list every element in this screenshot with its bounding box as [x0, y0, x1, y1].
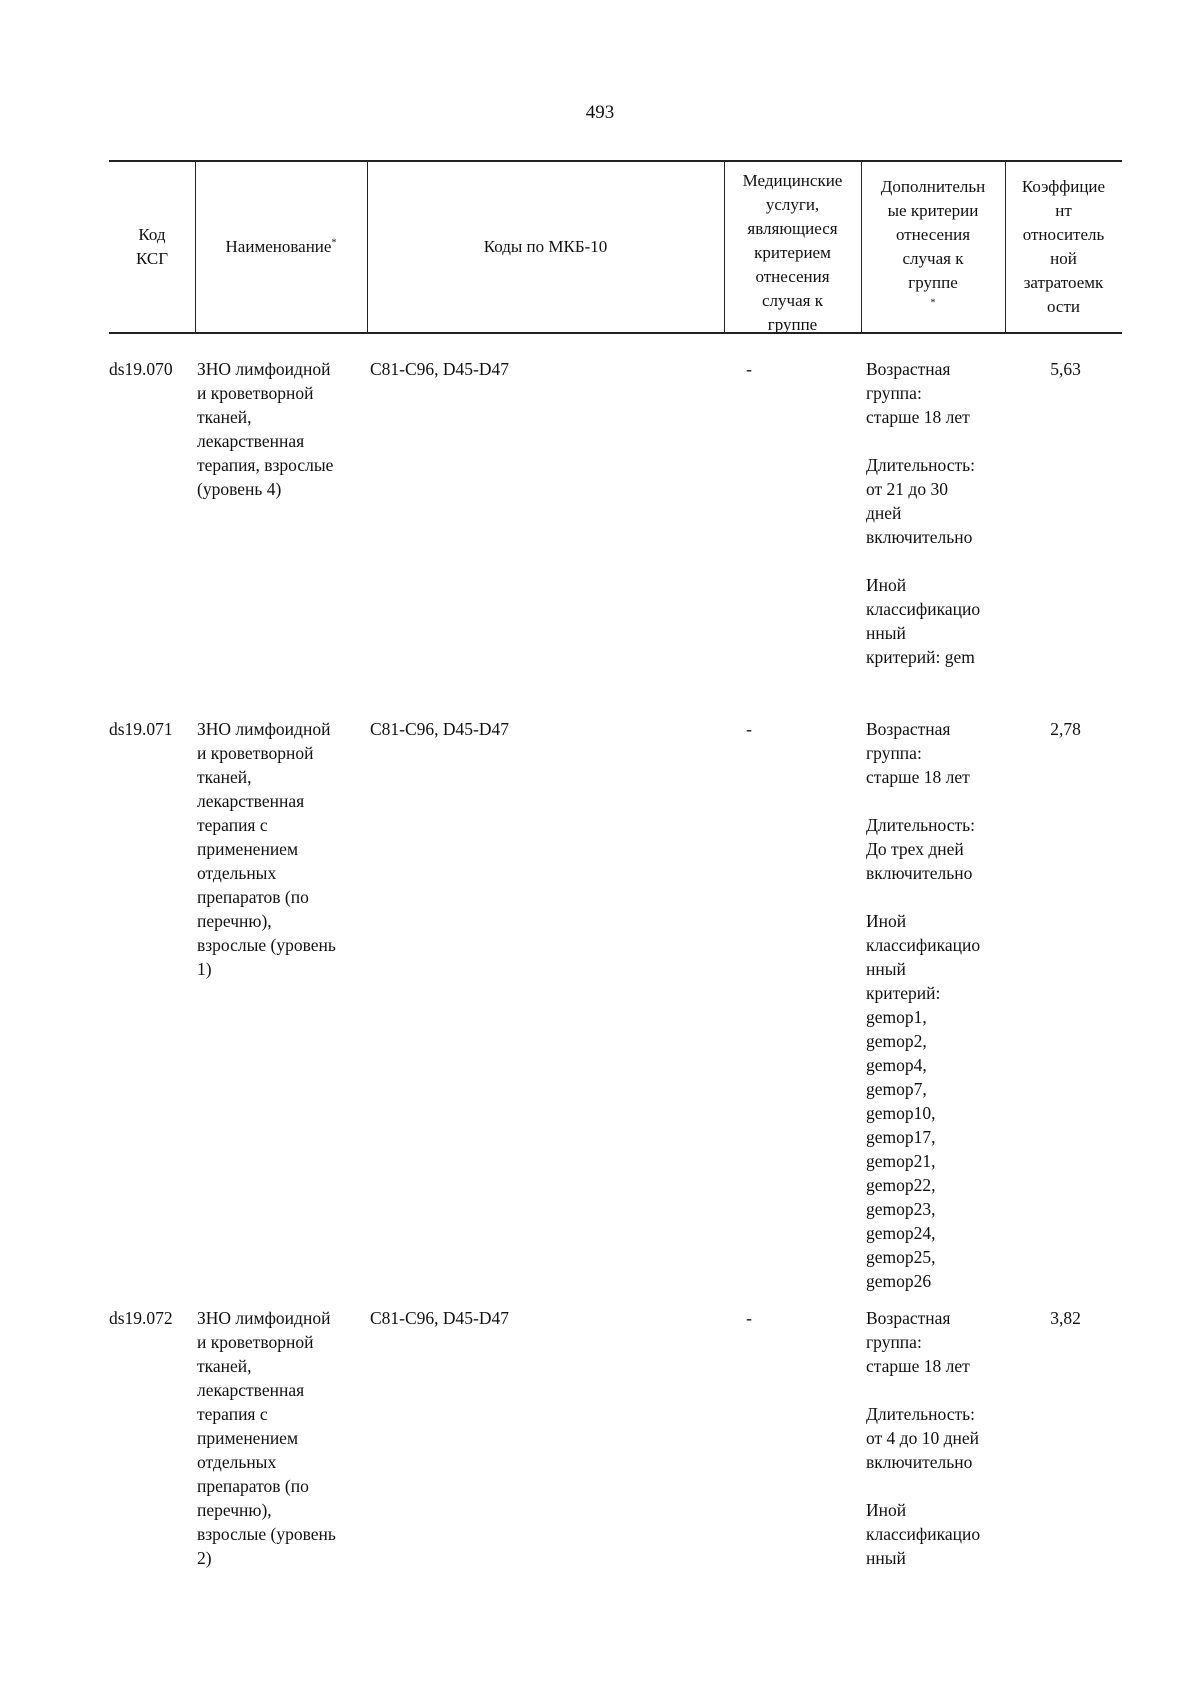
header-coef: Коэффицие нт относитель ной затратоемк ости — [1021, 177, 1106, 316]
ksg-code: ds19.070 — [109, 359, 173, 379]
medical-services: - — [746, 1308, 752, 1328]
header-name: Наименование* — [225, 237, 337, 256]
page-number: 493 — [585, 102, 615, 123]
criteria-other: Иной классификацио нный критерий: gemop1, gemop2, gemop4, gemop7, gemop10, gemop17, gemop21, gemop22, gemop23, gemop24, gemop25, gemop26 — [866, 911, 981, 1291]
ksg-code: ds19.071 — [109, 719, 173, 739]
cost-coefficient: 2,78 — [1050, 719, 1081, 739]
additional-criteria — [866, 717, 1006, 1293]
criteria-duration: Длительность: До трех дней включительно — [866, 815, 975, 883]
criteria-duration: Длительность: от 4 до 10 дней включительно — [866, 1404, 979, 1472]
criteria-other: Иной классификацио нный критерий: gem — [866, 575, 981, 667]
header-mkb: Коды по МКБ-10 — [483, 237, 608, 256]
cost-coefficient: 3,82 — [1050, 1308, 1081, 1328]
additional-criteria — [866, 357, 1006, 669]
table-header — [109, 160, 1122, 334]
mkb-codes: C81-C96, D45-D47 — [370, 719, 510, 739]
ksg-name: ЗНО лимфоидной и кроветворной тканей, лекарственная терапия с применением отдельных препаратов (по перечню), взрослые (уровень 1) — [197, 719, 336, 979]
additional-criteria — [866, 1306, 1006, 1570]
criteria-age: Возрастная группа: старше 18 лет — [866, 359, 970, 427]
ksg-code: ds19.072 — [109, 1308, 173, 1328]
header-services: Медицинские услуги, являющиеся критерием отнесения случая к группе — [742, 171, 843, 334]
cost-coefficient: 5,63 — [1050, 359, 1081, 379]
header-code: Код КСГ — [135, 225, 169, 268]
criteria-age: Возрастная группа: старше 18 лет — [866, 719, 970, 787]
criteria-other: Иной классификацио нный — [866, 1500, 981, 1568]
criteria-duration: Длительность: от 21 до 30 дней включительно — [866, 455, 975, 547]
medical-services: - — [746, 719, 752, 739]
medical-services: - — [746, 359, 752, 379]
criteria-age: Возрастная группа: старше 18 лет — [866, 1308, 970, 1376]
mkb-codes: C81-C96, D45-D47 — [370, 1308, 510, 1328]
ksg-name: ЗНО лимфоидной и кроветворной тканей, лекарственная терапия с применением отдельных препаратов (по перечню), взрослые (уровень 2) — [197, 1308, 336, 1568]
ksg-name: ЗНО лимфоидной и кроветворной тканей, лекарственная терапия, взрослые (уровень 4) — [197, 359, 334, 499]
mkb-codes: C81-C96, D45-D47 — [370, 359, 510, 379]
header-extra: Дополнительн ые критерии отнесения случая к группе * — [880, 177, 986, 309]
